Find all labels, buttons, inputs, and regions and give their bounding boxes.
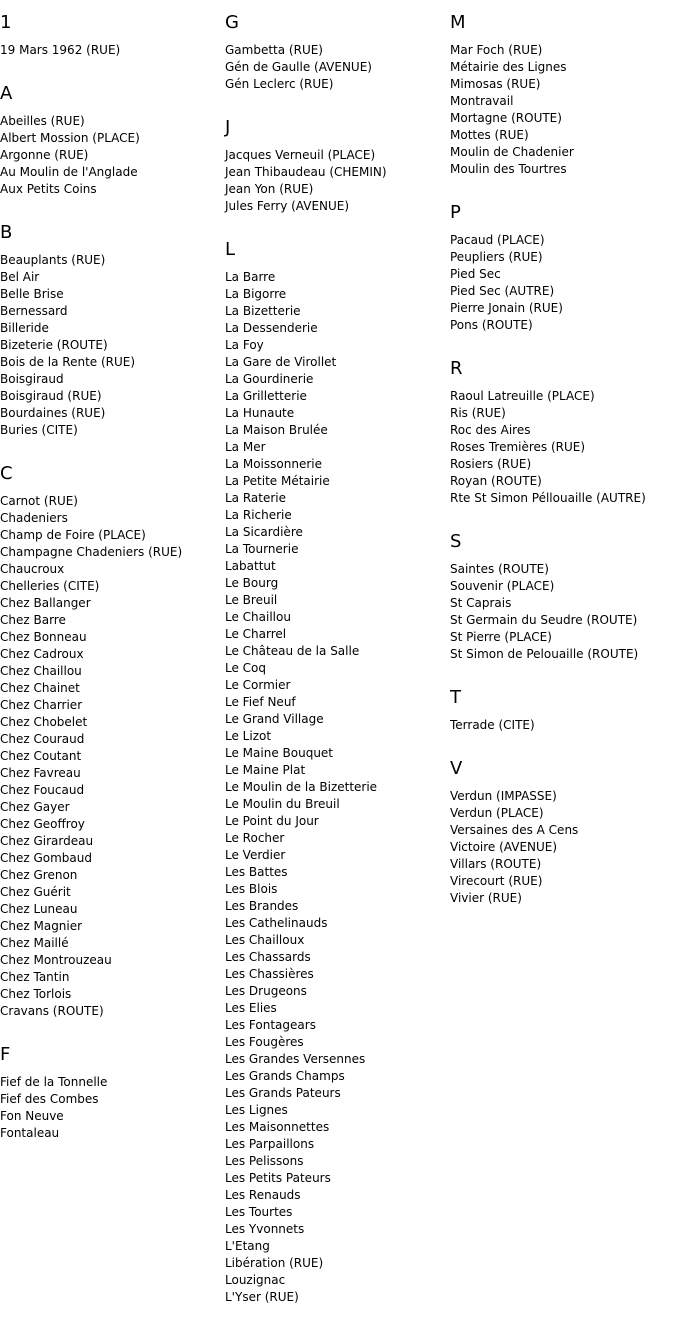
street-link[interactable]: La Gourdinerie xyxy=(225,372,314,386)
street-link[interactable]: Le Point du Jour xyxy=(225,814,319,828)
letter-heading: 1 xyxy=(0,12,12,33)
street-link[interactable]: Libération (RUE) xyxy=(225,1256,324,1270)
street-list xyxy=(450,42,675,178)
street-link[interactable]: Chez Geoffroy xyxy=(0,817,85,831)
street-index-column-1 xyxy=(0,12,224,1166)
street-link[interactable]: Beauplants (RUE) xyxy=(0,253,106,267)
street-link[interactable]: Jean Yon (RUE) xyxy=(225,182,314,196)
letter-heading: R xyxy=(450,358,463,379)
street-link[interactable]: Fontaleau xyxy=(0,1126,60,1140)
street-link[interactable]: Le Grand Village xyxy=(225,712,324,726)
street-link[interactable]: Peupliers (RUE) xyxy=(450,250,543,264)
street-link[interactable]: Jules Ferry (AVENUE) xyxy=(225,199,350,213)
street-link[interactable]: Louzignac xyxy=(225,1273,286,1287)
street-list xyxy=(450,788,675,907)
letter-group xyxy=(450,758,675,907)
street-list xyxy=(0,493,224,1020)
street-link[interactable]: Cravans (ROUTE) xyxy=(0,1004,104,1018)
street-link[interactable]: Carnot (RUE) xyxy=(0,494,78,508)
street-link[interactable]: La Maison Brulée xyxy=(225,423,328,437)
street-link[interactable]: Le Coq xyxy=(225,661,267,675)
letter-group xyxy=(450,531,675,663)
street-link[interactable]: La Barre xyxy=(225,270,276,284)
street-link[interactable]: Au Moulin de l'Anglade xyxy=(0,165,138,179)
street-link[interactable]: Vivier (RUE) xyxy=(450,891,522,905)
street-link[interactable]: Les Lignes xyxy=(225,1103,288,1117)
street-link[interactable]: Les Blois xyxy=(225,882,278,896)
street-link[interactable]: Les Renauds xyxy=(225,1188,301,1202)
letter-group xyxy=(450,202,675,334)
street-link[interactable]: St Germain du Seudre (ROUTE) xyxy=(450,613,638,627)
street-link[interactable]: Chadeniers xyxy=(0,511,68,525)
letter-group xyxy=(225,12,449,93)
street-link[interactable]: Le Bourg xyxy=(225,576,279,590)
letter-heading: M xyxy=(450,12,466,33)
street-link[interactable]: La Bigorre xyxy=(225,287,287,301)
street-link[interactable]: Terrade (CITE) xyxy=(450,718,535,732)
street-link[interactable]: Le Moulin de la Bizetterie xyxy=(225,780,378,794)
letter-group xyxy=(225,239,449,1306)
letter-group xyxy=(0,463,224,1020)
street-link[interactable]: La Sicardière xyxy=(225,525,303,539)
street-list xyxy=(225,42,449,93)
street-link[interactable]: Chez Magnier xyxy=(0,919,83,933)
street-link[interactable]: Mimosas (RUE) xyxy=(450,77,541,91)
street-link[interactable]: Le Rocher xyxy=(225,831,285,845)
street-list xyxy=(450,388,675,507)
street-link[interactable]: La Gare de Virollet xyxy=(225,355,337,369)
street-link[interactable]: Chez Foucaud xyxy=(0,783,85,797)
street-link[interactable]: Pierre Jonain (RUE) xyxy=(450,301,563,315)
street-link[interactable]: Jean Thibaudeau (CHEMIN) xyxy=(225,165,387,179)
street-link[interactable]: La Grilletterie xyxy=(225,389,307,403)
street-link[interactable]: Pied Sec (AUTRE) xyxy=(450,284,555,298)
street-link[interactable]: Métairie des Lignes xyxy=(450,60,567,74)
street-link[interactable]: Le Moulin du Breuil xyxy=(225,797,340,811)
street-link[interactable]: Chez Luneau xyxy=(0,902,78,916)
street-link[interactable]: Les Chassières xyxy=(225,967,314,981)
street-link[interactable]: Les Grands Champs xyxy=(225,1069,345,1083)
street-link[interactable]: Saintes (ROUTE) xyxy=(450,562,549,576)
street-link[interactable]: Chaucroux xyxy=(0,562,65,576)
street-link[interactable]: Les Maisonnettes xyxy=(225,1120,330,1134)
street-link[interactable]: Verdun (IMPASSE) xyxy=(450,789,557,803)
street-link[interactable]: Victoire (AVENUE) xyxy=(450,840,558,854)
street-link[interactable]: Le Lizot xyxy=(225,729,272,743)
street-link[interactable]: Jacques Verneuil (PLACE) xyxy=(225,148,376,162)
letter-group xyxy=(0,222,224,439)
letter-heading: T xyxy=(450,687,461,708)
letter-group xyxy=(0,1044,224,1142)
letter-heading: S xyxy=(450,531,462,552)
street-link[interactable]: Bel Air xyxy=(0,270,40,284)
street-link[interactable]: Chez Tantin xyxy=(0,970,70,984)
street-link[interactable]: Bizeterie (ROUTE) xyxy=(0,338,108,352)
letter-group xyxy=(0,83,224,198)
street-link[interactable]: Les Elies xyxy=(225,1001,277,1015)
street-link[interactable]: Le Maine Bouquet xyxy=(225,746,334,760)
street-link[interactable]: Pons (ROUTE) xyxy=(450,318,533,332)
street-link[interactable]: Les Parpaillons xyxy=(225,1137,315,1151)
letter-heading: V xyxy=(450,758,463,779)
street-link[interactable]: Roses Tremières (RUE) xyxy=(450,440,586,454)
letter-group xyxy=(0,12,224,59)
street-link[interactable]: Champagne Chadeniers (RUE) xyxy=(0,545,183,559)
street-link[interactable]: Les Battes xyxy=(225,865,288,879)
street-link[interactable]: Chez Grenon xyxy=(0,868,78,882)
street-link[interactable]: Le Château de la Salle xyxy=(225,644,360,658)
street-link[interactable]: Les Fougères xyxy=(225,1035,304,1049)
street-link[interactable]: Bourdaines (RUE) xyxy=(0,406,106,420)
street-link[interactable]: Le Maine Plat xyxy=(225,763,306,777)
street-link[interactable]: Chez Chainet xyxy=(0,681,80,695)
street-link[interactable]: Aux Petits Coins xyxy=(0,182,97,196)
street-link[interactable]: Argonne (RUE) xyxy=(0,148,89,162)
street-link[interactable]: Belle Brise xyxy=(0,287,64,301)
street-link[interactable]: Les Pelissons xyxy=(225,1154,304,1168)
street-link[interactable]: Pacaud (PLACE) xyxy=(450,233,545,247)
street-link[interactable]: Rosiers (RUE) xyxy=(450,457,532,471)
street-list xyxy=(225,269,449,1306)
street-link[interactable]: Les Drugeons xyxy=(225,984,307,998)
street-link[interactable]: La Raterie xyxy=(225,491,287,505)
street-link[interactable]: La Bizetterie xyxy=(225,304,301,318)
street-link[interactable]: Fon Neuve xyxy=(0,1109,64,1123)
street-link[interactable]: Les Cathelinauds xyxy=(225,916,328,930)
street-link[interactable]: Fief des Combes xyxy=(0,1092,99,1106)
street-link[interactable]: L'Etang xyxy=(225,1239,270,1253)
letter-heading: P xyxy=(450,202,461,223)
street-link[interactable]: Labattut xyxy=(225,559,276,573)
street-link[interactable]: Le Fief Neuf xyxy=(225,695,296,709)
street-link[interactable]: St Caprais xyxy=(450,596,512,610)
street-index-column-2 xyxy=(225,12,449,1330)
street-link[interactable]: Chez Ballanger xyxy=(0,596,91,610)
street-link[interactable]: Champ de Foire (PLACE) xyxy=(0,528,146,542)
street-link[interactable]: Chez Bonneau xyxy=(0,630,87,644)
street-link[interactable]: L'Yser (RUE) xyxy=(225,1290,299,1304)
letter-heading: C xyxy=(0,463,13,484)
street-link[interactable]: Virecourt (RUE) xyxy=(450,874,543,888)
street-list xyxy=(225,147,449,215)
street-link[interactable]: Gambetta (RUE) xyxy=(225,43,323,57)
letter-heading: G xyxy=(225,12,239,33)
street-link[interactable]: Chez Guérit xyxy=(0,885,71,899)
street-link[interactable]: Chez Favreau xyxy=(0,766,81,780)
street-link[interactable]: Chez Chobelet xyxy=(0,715,88,729)
street-link[interactable]: Chez Girardeau xyxy=(0,834,94,848)
letter-heading: J xyxy=(225,117,231,138)
street-link[interactable]: Les Grands Pateurs xyxy=(225,1086,341,1100)
letter-heading: L xyxy=(225,239,236,260)
street-link[interactable]: Chez Gayer xyxy=(0,800,70,814)
street-link[interactable]: Boisgiraud xyxy=(0,372,64,386)
street-index-column-3 xyxy=(450,12,675,931)
letter-heading: B xyxy=(0,222,13,243)
street-link[interactable]: Rte St Simon Péllouaille (AUTRE) xyxy=(450,491,646,505)
street-link[interactable]: Chelleries (CITE) xyxy=(0,579,100,593)
street-link[interactable]: Fief de la Tonnelle xyxy=(0,1075,108,1089)
street-link[interactable]: Moulin des Tourtres xyxy=(450,162,567,176)
street-link[interactable]: Chez Torlois xyxy=(0,987,72,1001)
street-link[interactable]: La Richerie xyxy=(225,508,292,522)
street-link[interactable]: La Moissonnerie xyxy=(225,457,322,471)
street-link[interactable]: Les Chassards xyxy=(225,950,311,964)
street-link[interactable]: Buries (CITE) xyxy=(0,423,78,437)
street-link[interactable]: Chez Coutant xyxy=(0,749,82,763)
street-link[interactable]: Le Charrel xyxy=(225,627,287,641)
street-link[interactable]: Versaines des A Cens xyxy=(450,823,579,837)
street-link[interactable]: Pied Sec xyxy=(450,267,501,281)
street-list xyxy=(0,252,224,439)
street-link[interactable]: La Foy xyxy=(225,338,264,352)
street-link[interactable]: Le Verdier xyxy=(225,848,286,862)
street-link[interactable]: Bois de la Rente (RUE) xyxy=(0,355,136,369)
street-link[interactable]: Moulin de Chadenier xyxy=(450,145,574,159)
street-link[interactable]: Villars (ROUTE) xyxy=(450,857,542,871)
street-link[interactable]: Ris (RUE) xyxy=(450,406,506,420)
street-link[interactable]: Chez Chaillou xyxy=(0,664,82,678)
street-list xyxy=(450,717,675,734)
street-list xyxy=(0,113,224,198)
street-link[interactable]: Chez Couraud xyxy=(0,732,85,746)
street-list xyxy=(450,232,675,334)
street-link[interactable]: Bernessard xyxy=(0,304,68,318)
street-link[interactable]: Les Fontagears xyxy=(225,1018,316,1032)
street-link[interactable]: Gén Leclerc (RUE) xyxy=(225,77,334,91)
street-list xyxy=(0,1074,224,1142)
street-link[interactable]: Chez Maillé xyxy=(0,936,69,950)
street-link[interactable]: Gén de Gaulle (AVENUE) xyxy=(225,60,372,74)
street-link[interactable]: Albert Mossion (PLACE) xyxy=(0,131,140,145)
street-link[interactable]: Chez Barre xyxy=(0,613,66,627)
street-link[interactable]: Chez Cadroux xyxy=(0,647,84,661)
street-link[interactable]: Souvenir (PLACE) xyxy=(450,579,555,593)
street-link[interactable]: Boisgiraud (RUE) xyxy=(0,389,102,403)
letter-heading: F xyxy=(0,1044,11,1065)
street-link[interactable]: Les Tourtes xyxy=(225,1205,293,1219)
street-link[interactable]: Les Yvonnets xyxy=(225,1222,305,1236)
street-link[interactable]: Montravail xyxy=(450,94,514,108)
letter-group xyxy=(450,687,675,734)
street-link[interactable]: Abeilles (RUE) xyxy=(0,114,85,128)
letter-group xyxy=(450,12,675,178)
street-link[interactable]: Roc des Aires xyxy=(450,423,531,437)
street-link[interactable]: Les Petits Pateurs xyxy=(225,1171,331,1185)
street-link[interactable]: Les Brandes xyxy=(225,899,299,913)
street-link[interactable]: 19 Mars 1962 (RUE) xyxy=(0,43,121,57)
street-link[interactable]: La Hunaute xyxy=(225,406,295,420)
street-link[interactable]: Mar Foch (RUE) xyxy=(450,43,543,57)
street-link[interactable]: Chez Charrier xyxy=(0,698,83,712)
street-list xyxy=(450,561,675,663)
street-link[interactable]: Mortagne (ROUTE) xyxy=(450,111,562,125)
street-link[interactable]: La Dessenderie xyxy=(225,321,318,335)
street-link[interactable]: Verdun (PLACE) xyxy=(450,806,544,820)
street-link[interactable]: St Simon de Pelouaille (ROUTE) xyxy=(450,647,639,661)
street-link[interactable]: Raoul Latreuille (PLACE) xyxy=(450,389,595,403)
street-link[interactable]: La Tournerie xyxy=(225,542,299,556)
street-link[interactable]: Le Cormier xyxy=(225,678,291,692)
street-link[interactable]: Chez Gombaud xyxy=(0,851,93,865)
street-link[interactable]: St Pierre (PLACE) xyxy=(450,630,552,644)
letter-group xyxy=(450,358,675,507)
street-link[interactable]: Chez Montrouzeau xyxy=(0,953,112,967)
street-link[interactable]: La Mer xyxy=(225,440,266,454)
street-link[interactable]: Les Grandes Versennes xyxy=(225,1052,366,1066)
street-link[interactable]: Mottes (RUE) xyxy=(450,128,529,142)
street-link[interactable]: Royan (ROUTE) xyxy=(450,474,542,488)
street-list xyxy=(0,42,224,59)
street-link[interactable]: Les Chailloux xyxy=(225,933,305,947)
street-link[interactable]: Le Breuil xyxy=(225,593,278,607)
street-link[interactable]: Billeride xyxy=(0,321,49,335)
letter-heading: A xyxy=(0,83,13,104)
letter-group xyxy=(225,117,449,215)
street-link[interactable]: La Petite Métairie xyxy=(225,474,330,488)
street-link[interactable]: Le Chaillou xyxy=(225,610,291,624)
